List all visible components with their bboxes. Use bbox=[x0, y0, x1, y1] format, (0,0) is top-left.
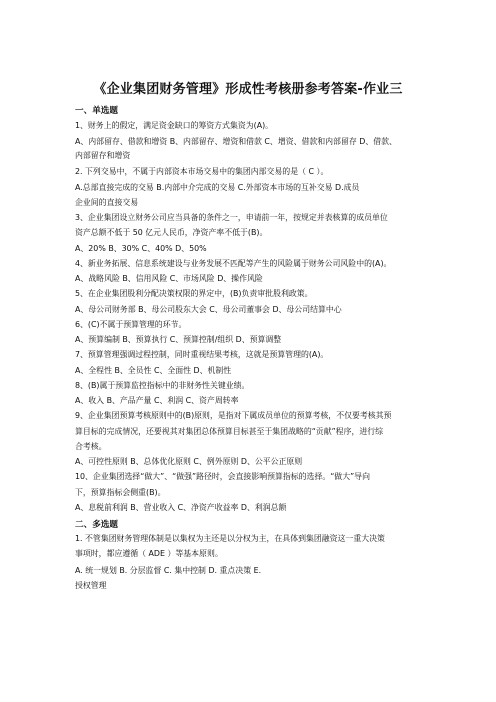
text-line: 下，预算指标会侧重(B)。 bbox=[75, 488, 166, 497]
text-line: 2. 下列交易中，不属于内部资本市场交易中的集团内部交易的是（ C ）。 bbox=[75, 167, 329, 176]
text-line: 7、预算管理强调过程控制，同时重视结果考核，这就是预算管理的(A)。 bbox=[75, 350, 329, 359]
text-line: A、息税前利润 B、营业收入 C、净资产收益率 D、利润总额 bbox=[75, 503, 287, 512]
text-line: 6、(C)不属于预算管理的环节。 bbox=[75, 320, 187, 329]
text-line: A.总部直接完成的交易 B.内部中介完成的交易 C.外部资本市场的互补交易 D.成员 bbox=[75, 183, 360, 192]
text-line: 3、企业集团设立财务公司应当具备的条件之一，申请前一年，按规定并表核算的成员单位 bbox=[75, 213, 388, 222]
text-line: 1. 不管集团财务管理体制是以集权为主还是以分权为主，在具体到集团融资这一重大决策 bbox=[75, 534, 385, 543]
text-line: A、可控性原则 B、总体优化原则 C、例外原则 D、公平公正原则 bbox=[75, 457, 303, 466]
text-line: 内部留存和增资 bbox=[75, 151, 131, 160]
text-line: A、全程性 B、全员性 C、全面性 D、机制性 bbox=[75, 366, 232, 375]
section-heading-single-choice: 一、单选题 bbox=[75, 106, 118, 116]
text-line: A、母公司财务部 B、母公司股东大会 C、母公司董事会 D、母公司结算中心 bbox=[75, 305, 342, 314]
text-line: A. 统一规划 B. 分层监督 C. 集中控制 D. 重点决策 E. bbox=[75, 566, 262, 575]
text-line: 资产总额不低于 50 亿元人民币，净资产率不低于(B)。 bbox=[75, 228, 268, 237]
text-line: 9、企业集团预算考核原则中的(B)原则，是指对下属成员单位的预算考核，不仅要考核其预 bbox=[75, 411, 392, 420]
text-line: A、收入 B、产品产量 C、利润 C、资产周转率 bbox=[75, 396, 239, 405]
text-line: 8、(B)属于预算监控指标中的非财务性关键业绩。 bbox=[75, 381, 250, 390]
text-line: A、20% B、30% C、40% D、50% bbox=[75, 244, 207, 253]
section-heading-multi-choice: 二、多选题 bbox=[75, 520, 118, 530]
text-line: 事项时，都应遵循（ ADE ）等基本原则。 bbox=[75, 549, 223, 558]
text-line: 10、企业集团选择“做大”、“做强”路径时，会直接影响预算指标的选择。“做大”导向 bbox=[75, 472, 370, 481]
text-line: A、内部留存、借款和增资 B、内部留存、增资和借款 C、增资、借款和内部留存 D、借款、 bbox=[75, 137, 397, 146]
text-line: A、战略风险 B、信用风险 C、市场风险 D、操作风险 bbox=[75, 274, 263, 283]
text-line: 算目标的完成情况，还要视其对集团总体预算目标甚至于集团战略的“贡献”程序，进行综 bbox=[75, 427, 384, 436]
text-line: 1、财务上的假定，满足资金缺口的筹资方式集资为(A)。 bbox=[75, 121, 274, 130]
text-line: 授权管理 bbox=[75, 581, 107, 590]
text-line: A、预算编制 B、预算执行 C、预算控制/组织 D、预算调整 bbox=[75, 335, 282, 344]
text-line: 合考核。 bbox=[75, 442, 107, 451]
text-line: 5、在企业集团股利分配决策权限的界定中，(B)负责审批股利政策。 bbox=[75, 289, 313, 298]
text-line: 4、新业务拓展、信息系统建设与业务发展不匹配等产生的风险属于财务公司风险中的(A)。 bbox=[75, 259, 392, 268]
text-line: 企业间的直接交易 bbox=[75, 198, 139, 207]
document-title: 《企业集团财务管理》形成性考核册参考答案-作业三 bbox=[93, 82, 403, 97]
